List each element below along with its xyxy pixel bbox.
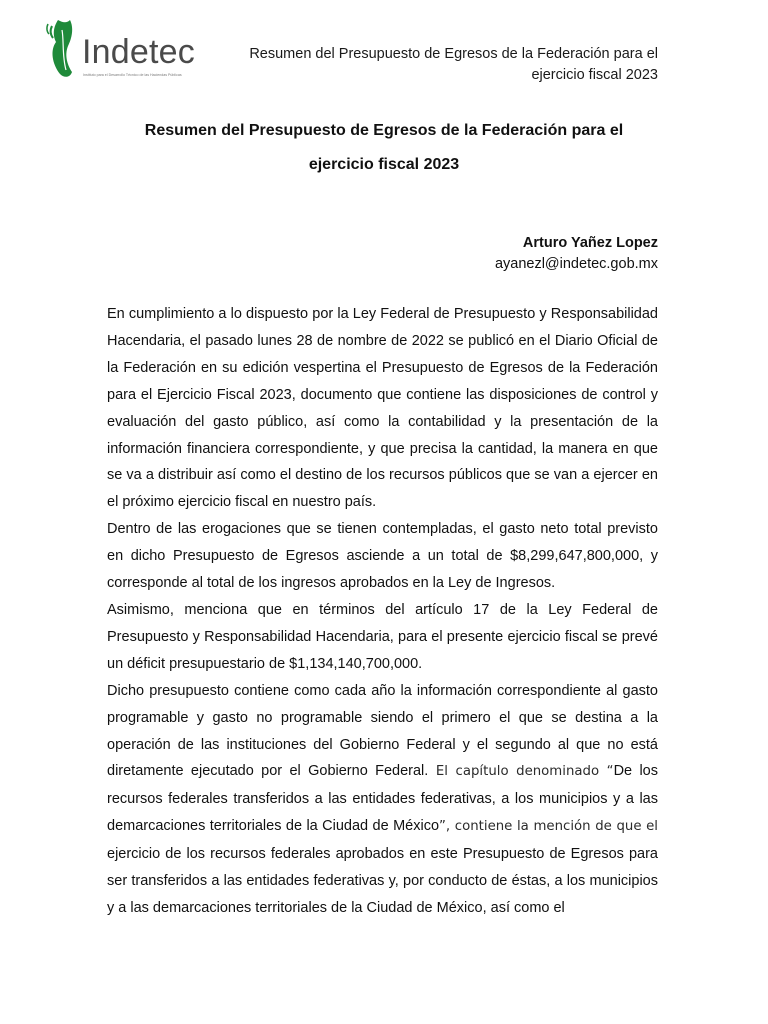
document-title-line-1: Resumen del Presupuesto de Egresos de la Federación para el <box>144 122 624 139</box>
author-block <box>495 233 658 275</box>
document-title <box>110 114 658 182</box>
document-title-line-2: ejercicio fiscal 2023 <box>308 156 460 173</box>
paragraph-1: En cumplimiento a lo dispuesto por la Ley Federal de Presupuesto y Responsabilidad Hacendaria, el pasado lunes 28 de nombre de 2022 se publicó en el Diario Oficial de la Federación en su edición vespertina el Presupuesto de Egresos de la Federación para el Ejercicio Fiscal 2023, documento que contiene las disposiciones de control y evaluación del gasto público, así como la contabilidad y la presentación de la información financiera correspondiente, y que precisa la cantidad, la manera en que se va a distribuir así como el destino de los recursos públicos que se van a ejercer en el próximo ejercicio fiscal en nuestro país. <box>107 306 658 511</box>
running-header-line-1: Resumen del Presupuesto de Egresos de la Federación para el <box>249 46 658 62</box>
paragraph-4-part-2: El capítulo denominado “ <box>428 764 614 780</box>
paragraph-2: Dentro de las erogaciones que se tienen contempladas, el gasto neto total previsto en dicho Presupuesto de Egresos asciende a un total de $8,299,647,800,000, y corresponde al total de los ingresos aprobados en la Ley de Ingresos. <box>107 521 658 592</box>
paragraph-4-part-1: Dicho presupuesto contiene como cada año la información correspondiente al gasto programable y gasto no programable siendo el primero el que se destina a la operación de las instituciones del Gobierno Federal y el segundo al que no está diretamente ejecutado por el Gobierno Federal. <box>107 682 658 780</box>
paragraph-4-part-4: ”, contiene la mención de que el <box>439 819 659 835</box>
running-header <box>198 44 658 86</box>
indetec-logo <box>44 16 196 80</box>
paragraph-4-part-3: De los recursos federales transferidos a las entidades federativas, a los municipios y a las demarcaciones territoriales de la Ciudad de México <box>107 763 658 835</box>
paragraph-4-part-5: ejercicio de los recursos federales aprobados en este Presupuesto de Egresos para ser transferidos a las entidades federativas y, por conducto de éstas, a los municipios y a las demarcaciones territoriales de la Ciudad de México, así como el <box>107 846 658 916</box>
logo-wordmark: Indetec <box>82 33 195 71</box>
document-body <box>107 301 658 922</box>
author-email: ayanezl@indetec.gob.mx <box>494 256 658 272</box>
paragraph-4 <box>107 678 658 922</box>
logo-tagline: Instituto para el Desarrollo Técnico de las Haciendas Públicas <box>83 73 182 77</box>
paragraph-3: Asimismo, menciona que en términos del artículo 17 de la Ley Federal de Presupuesto y Responsabilidad Hacendaria, para el presente ejercicio fiscal se prevé un déficit presupuestario de $1,134,140,700,000. <box>107 601 658 672</box>
running-header-line-2: ejercicio fiscal 2023 <box>531 67 658 83</box>
author-name: Arturo Yañez Lopez <box>522 235 658 251</box>
